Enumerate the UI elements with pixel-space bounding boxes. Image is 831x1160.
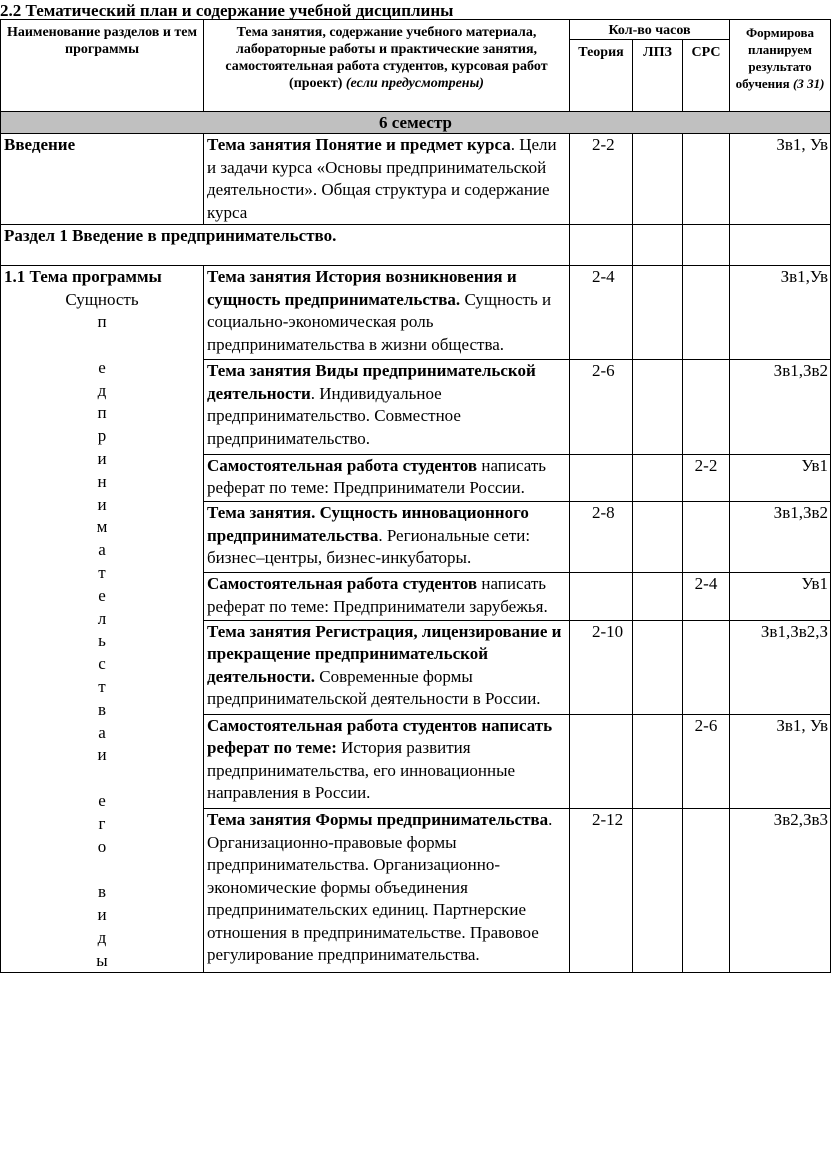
header-results-italic: (З 31): [792, 76, 825, 91]
intro-lpz: [633, 134, 683, 225]
topic-srs-hours: [683, 809, 730, 973]
topic-rows: [1, 266, 831, 973]
topic-theory-hours: 2-10: [570, 620, 633, 714]
topic-theory-hours: [570, 573, 633, 621]
topic-theory-hours: 2-8: [570, 502, 633, 573]
topic-srs-hours: [683, 502, 730, 573]
header-content: [204, 20, 570, 112]
header-row: [1, 20, 831, 40]
intro-result: Зв1, Ув: [730, 134, 831, 225]
topic-row: [1, 266, 831, 360]
header-lpz: ЛПЗ: [633, 40, 683, 112]
topic-content: Тема занятия. Сущность инновационного предпринимательства. Региональные сети: бизнес–центры, бизнес-инкубаторы.: [204, 502, 570, 573]
header-results: [730, 20, 831, 112]
topic-content: Самостоятельная работа студентов написать реферат по теме: Предприниматели зарубежья.: [204, 573, 570, 621]
topic-srs-hours: 2-4: [683, 573, 730, 621]
topic-result: Зв1,Зв2,З: [730, 620, 831, 714]
header-results-main: Формирова планируем результато обучения: [735, 25, 814, 91]
topic-result: Зв2,Зв3: [730, 809, 831, 973]
topic-content: Тема занятия Формы предпринимательства. Организационно-правовые формы предпринимательства. Организационно-экономические формы объединения предпринимательских единиц. Партнерские отношения в предпринимательстве. Правовое регулирование предпринимательства.: [204, 809, 570, 973]
topic-result: Ув1: [730, 454, 831, 502]
thematic-plan-table: [0, 19, 831, 973]
topic-content: Самостоятельная работа студентов написать реферат по теме: Предприниматели России.: [204, 454, 570, 502]
topic-content: Тема занятия История возникновения и сущность предпринимательства. Сущность и социально-экономическая роль предпринимательства в жизни общества.: [204, 266, 570, 360]
topic-theory-hours: 2-6: [570, 360, 633, 454]
topic-1-1-cell: [1, 266, 204, 973]
page-title: 2.2 Тематический план и содержание учебной дисциплины: [0, 1, 454, 20]
intro-row: [1, 134, 831, 225]
semester-label: 6 семестр: [1, 112, 831, 134]
topic-lpz-hours: [633, 454, 683, 502]
topic-theory-hours: [570, 714, 633, 808]
intro-topic: Тема занятия Понятие и предмет курса. Цели и задачи курса «Основы предпринимательской деятельности». Общая структура и содержание курса: [204, 134, 570, 225]
topic-srs-hours: 2-6: [683, 714, 730, 808]
header-sections: Наименование разделов и тем программы: [1, 20, 204, 112]
topic-lpz-hours: [633, 573, 683, 621]
semester-row: [1, 112, 831, 134]
intro-srs: [683, 134, 730, 225]
section-title: Раздел 1 Введение в предпринимательство.: [1, 225, 570, 266]
intro-name: Введение: [1, 134, 204, 225]
topic-result: Зв1,Зв2: [730, 360, 831, 454]
topic-1-1-subtitle: Сущность п е д п р и н и м а т е л ь с т в а и е г о в и д ы: [65, 289, 139, 970]
topic-content: Самостоятельная работа студентов написать реферат по теме: История развития предпринимательства, его инновационные направления в России.: [204, 714, 570, 808]
topic-lpz-hours: [633, 714, 683, 808]
intro-theory: 2-2: [570, 134, 633, 225]
topic-lpz-hours: [633, 266, 683, 360]
topic-theory-hours: 2-12: [570, 809, 633, 973]
topic-srs-hours: [683, 620, 730, 714]
topic-result: Зв1,Зв2: [730, 502, 831, 573]
topic-lpz-hours: [633, 360, 683, 454]
header-content-italic: (если предусмотрены): [345, 76, 484, 91]
topic-srs-hours: [683, 360, 730, 454]
topic-1-1-title: 1.1 Тема программы: [4, 267, 162, 286]
topic-result: Зв1,Ув: [730, 266, 831, 360]
topic-theory-hours: 2-4: [570, 266, 633, 360]
header-theory: Теория: [570, 40, 633, 112]
topic-result: Ув1: [730, 573, 831, 621]
topic-lpz-hours: [633, 620, 683, 714]
topic-theory-hours: [570, 454, 633, 502]
topic-content: Тема занятия Регистрация, лицензирование и прекращение предпринимательской деятельности. Современные формы предпринимательской деятельности в России.: [204, 620, 570, 714]
header-content-main: Тема занятия, содержание учебного материала, лабораторные работы и практические занятия, самостоятельная работа студентов, курсовая работ (проект): [225, 25, 548, 91]
header-hours: Кол-во часов: [570, 20, 730, 40]
section-row: [1, 225, 831, 266]
topic-srs-hours: [683, 266, 730, 360]
topic-lpz-hours: [633, 502, 683, 573]
topic-srs-hours: 2-2: [683, 454, 730, 502]
header-srs: СРС: [683, 40, 730, 112]
topic-result: Зв1, Ув: [730, 714, 831, 808]
topic-content: Тема занятия Виды предпринимательской деятельности. Индивидуальное предпринимательство. Совместное предпринимательство.: [204, 360, 570, 454]
topic-lpz-hours: [633, 809, 683, 973]
